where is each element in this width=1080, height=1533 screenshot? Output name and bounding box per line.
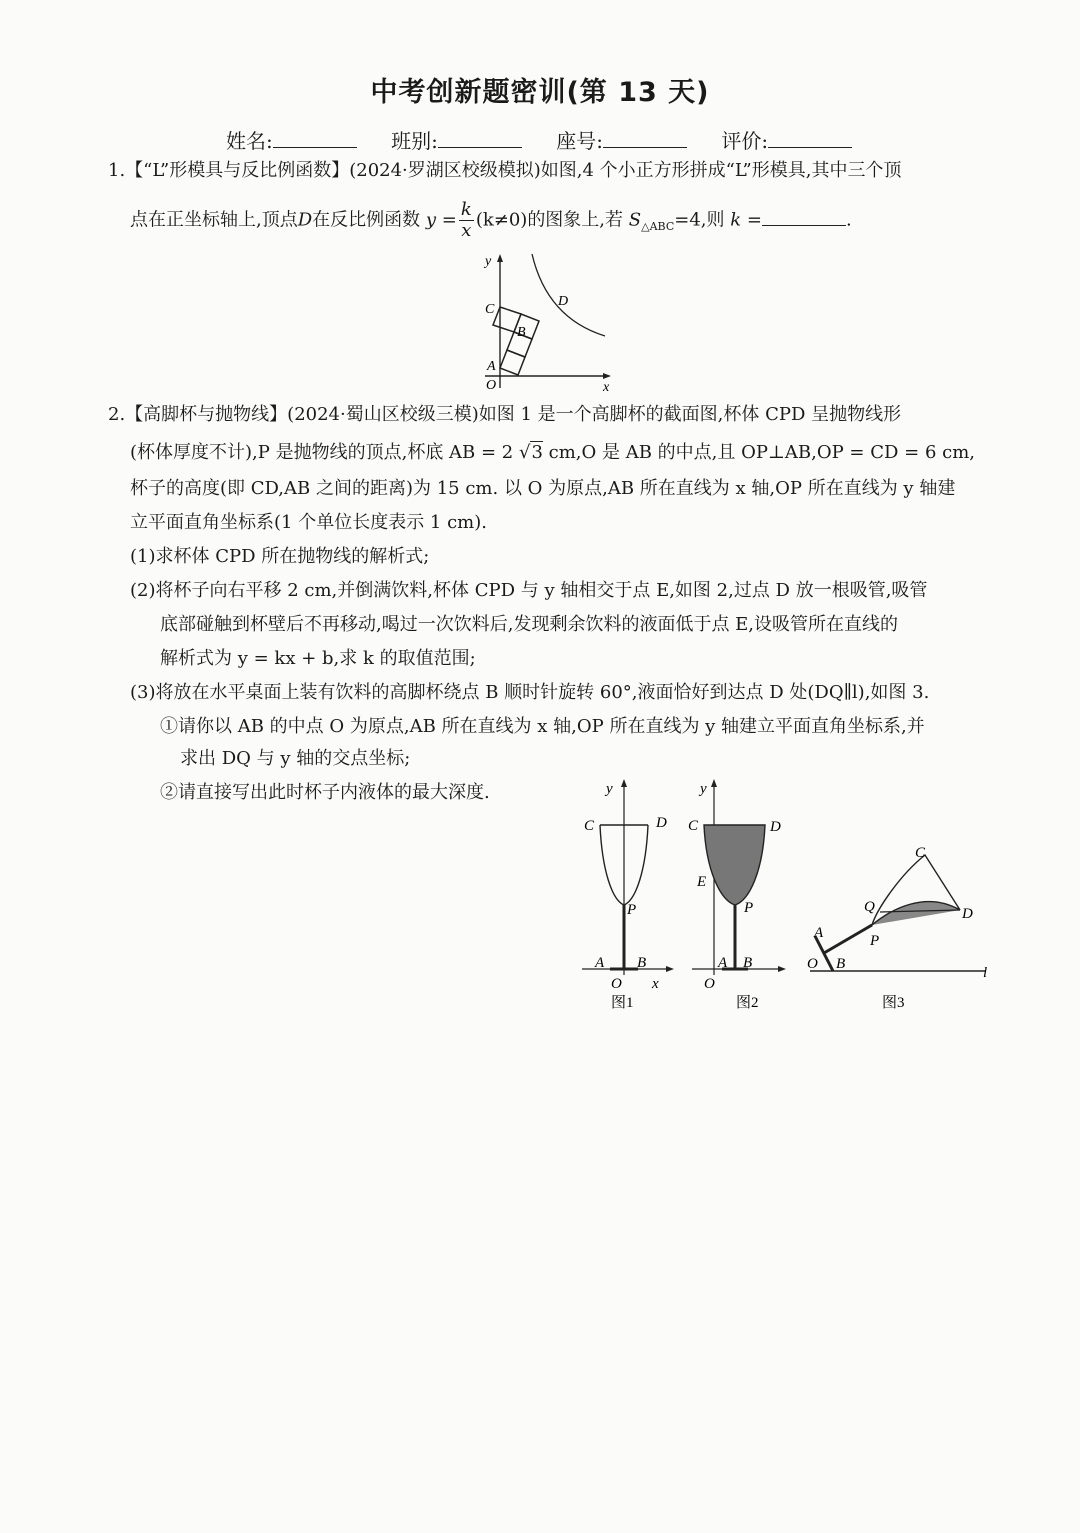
eval-field[interactable] bbox=[721, 125, 852, 154]
q1-frac-num: k bbox=[460, 199, 472, 220]
q1-text-b: 在反比例函数 bbox=[312, 209, 421, 231]
fig2-label-y: y bbox=[700, 781, 707, 797]
q2-text-a: (杯体厚度不计),P 是抛物线的顶点,杯底 AB = 2 bbox=[130, 442, 514, 463]
fig3-label-q: Q bbox=[864, 899, 875, 915]
q2-line-2: (杯体厚度不计),P 是抛物线的顶点,杯底 AB = 2 √3 cm,O 是 AB 的中点,且 OP⊥AB,OP = CD = 6 cm, bbox=[130, 442, 976, 463]
q2-part-3-1-line-1: ①请你以 AB 的中点 O 为原点,AB 所在直线为 x 轴,OP 所在直线为 y 轴建立平面直角坐标系,并 bbox=[160, 716, 925, 737]
seat-field[interactable] bbox=[556, 125, 687, 154]
fig1-y-arrow-icon bbox=[621, 779, 627, 787]
q1-cond: (k≠0) bbox=[475, 209, 528, 231]
name-label: 姓名: bbox=[226, 129, 273, 153]
q1-end: . bbox=[845, 209, 852, 231]
q1-figure bbox=[475, 248, 625, 394]
q1-frac-den: x bbox=[461, 220, 472, 241]
fig3-stem bbox=[824, 925, 872, 953]
class-field[interactable] bbox=[391, 125, 522, 154]
q1-text-c: 的图象上,若 bbox=[527, 209, 624, 231]
q1-fig-c: C bbox=[485, 302, 495, 317]
eval-label: 评价: bbox=[721, 129, 769, 153]
q2-part-2-line-3: 解析式为 y = kx + b,求 k 的取值范围; bbox=[160, 648, 476, 669]
q2-part-2-line-2: 底部碰触到杯壁后不再移动,喝过一次饮料后,发现剩余饮料的液面低于点 E,设吸管所在直线的 bbox=[160, 614, 899, 635]
q2-part-1: (1)求杯体 CPD 所在抛物线的解析式; bbox=[130, 546, 430, 567]
q1-fig-x: x bbox=[603, 380, 610, 394]
q2-line-4: 立平面直角坐标系(1 个单位长度表示 1 cm). bbox=[130, 512, 487, 533]
fig2-y-arrow-icon bbox=[711, 779, 717, 787]
fig1-label-b: B bbox=[637, 955, 647, 971]
fig3-label-a: A bbox=[814, 925, 824, 941]
name-blank[interactable] bbox=[273, 129, 357, 148]
q1-fig-d: D bbox=[558, 294, 569, 309]
q2-text-b: cm,O 是 AB 的中点,且 OP⊥AB,OP = CD = 6 cm, bbox=[548, 442, 976, 463]
q1-line-2 bbox=[130, 200, 852, 247]
q1-k-eq: k = bbox=[730, 209, 762, 231]
q2-sqrt3: 3 bbox=[531, 442, 543, 463]
q1-answer-blank[interactable] bbox=[762, 207, 846, 226]
q1-fraction bbox=[459, 200, 474, 241]
q2-line-3: 杯子的高度(即 CD,AB 之间的距离)为 15 cm. 以 O 为原点,AB 所在直线为 x 轴,OP 所在直线为 y 轴建 bbox=[130, 478, 956, 499]
fig2-label-a: A bbox=[718, 955, 728, 971]
fig1-x-arrow-icon bbox=[666, 966, 674, 972]
eval-blank[interactable] bbox=[768, 129, 852, 148]
q1-fig-a: A bbox=[487, 359, 496, 374]
fig2-label-p: P bbox=[744, 900, 754, 916]
q1-var-d: D bbox=[297, 209, 313, 231]
fig1-caption: 图1 bbox=[611, 995, 634, 1011]
fig3-caption: 图3 bbox=[882, 995, 905, 1011]
fig3-label-l: l bbox=[983, 965, 988, 981]
q1-fig-o: O bbox=[486, 378, 497, 393]
q2-part-3-2: ②请直接写出此时杯子内液体的最大深度. bbox=[160, 782, 490, 803]
q2-part-2-line-1: (2)将杯子向右平移 2 cm,并倒满饮料,杯体 CPD 与 y 轴相交于点 E,如图 2,过点 D 放一根吸管,吸管 bbox=[130, 580, 928, 601]
q2-figure-2 bbox=[680, 775, 800, 1015]
q1-x-arrow-icon bbox=[603, 373, 611, 379]
fig1-label-p: P bbox=[627, 902, 637, 918]
fig3-label-o: O bbox=[807, 956, 818, 972]
fig1-label-x: x bbox=[652, 976, 659, 992]
fig2-filled-cup bbox=[704, 825, 765, 905]
fig2-label-d: D bbox=[770, 819, 781, 835]
fig3-liquid bbox=[872, 902, 960, 925]
fig1-label-d: D bbox=[656, 815, 667, 831]
fig1-label-y: y bbox=[606, 781, 613, 797]
class-blank[interactable] bbox=[438, 129, 522, 148]
student-info-row bbox=[226, 125, 926, 154]
q2-figure-1 bbox=[570, 775, 685, 1015]
fig1-label-o: O bbox=[611, 976, 622, 992]
q1-line-1: 1.【“L”形模具与反比例函数】(2024·罗湖区校级模拟)如图,4 个小正方形拼成“L”形模具,其中三个顶 bbox=[108, 160, 902, 181]
fig3-label-d: D bbox=[962, 906, 973, 922]
class-label: 班别: bbox=[391, 129, 438, 153]
name-field[interactable] bbox=[226, 125, 357, 154]
q1-hyperbola bbox=[532, 254, 605, 336]
q1-text-d: =4,则 bbox=[674, 209, 725, 231]
q2-part-3: (3)将放在水平桌面上装有饮料的高脚杯绕点 B 顺时针旋转 60°,液面恰好到达点 D 处(DQ∥l),如图 3. bbox=[130, 682, 930, 703]
fig3-label-c: C bbox=[915, 845, 926, 861]
fig2-label-e: E bbox=[697, 874, 707, 890]
fig2-x-arrow-icon bbox=[778, 966, 786, 972]
q1-s: S bbox=[628, 209, 642, 231]
q1-fig-b: B bbox=[517, 325, 526, 340]
q1-s-sub: △ABC bbox=[641, 220, 675, 234]
fig2-label-b: B bbox=[743, 955, 753, 971]
q1-y-arrow-icon bbox=[497, 254, 503, 262]
q1-y-eq: y = bbox=[425, 209, 457, 231]
q2-line-1: 2.【高脚杯与抛物线】(2024·蜀山区校级三模)如图 1 是一个高脚杯的截面图,杯体 CPD 呈抛物线形 bbox=[108, 404, 902, 425]
q1-fig-y: y bbox=[485, 254, 492, 269]
fig2-label-c: C bbox=[688, 818, 699, 834]
fig3-label-b: B bbox=[836, 956, 846, 972]
q2-figure-3 bbox=[800, 835, 1000, 1015]
q1-square-1 bbox=[500, 350, 525, 375]
fig2-caption: 图2 bbox=[736, 995, 759, 1011]
q2-part-3-1-line-2: 求出 DQ 与 y 轴的交点坐标; bbox=[180, 748, 411, 769]
page-title: 中考创新题密训(第 13 天) bbox=[370, 77, 710, 108]
fig1-label-c: C bbox=[584, 818, 595, 834]
seat-label: 座号: bbox=[556, 129, 603, 153]
fig3-label-p: P bbox=[870, 933, 880, 949]
fig1-label-a: A bbox=[595, 955, 605, 971]
fig2-label-o: O bbox=[704, 976, 715, 992]
seat-blank[interactable] bbox=[603, 129, 687, 148]
q1-text-a: 点在正坐标轴上,顶点 bbox=[130, 209, 298, 231]
